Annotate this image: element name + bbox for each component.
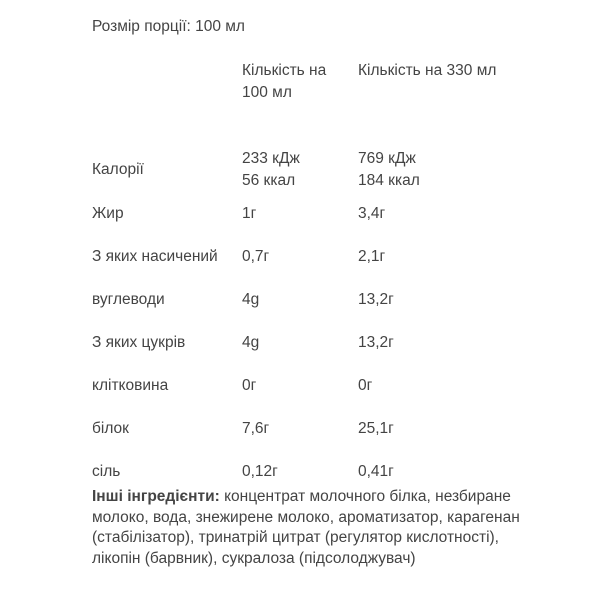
nutrition-table	[86, 58, 512, 493]
table-row-calories	[86, 148, 512, 192]
calories-per-100ml	[236, 148, 352, 192]
ingredients-heading: Інші інгредієнти:	[92, 488, 220, 505]
value-per-100ml: 4g	[242, 290, 260, 308]
table-header-row	[86, 58, 512, 148]
row-label: Жир	[92, 204, 124, 222]
value-per-330ml: 25,1г	[358, 419, 394, 437]
value-per-100ml: 4g	[242, 333, 260, 351]
value-per-330ml: 0г	[358, 376, 373, 394]
table-row	[86, 321, 512, 364]
row-label: клітковина	[92, 376, 169, 394]
header-per-330ml: Кількість на 330 мл	[358, 62, 497, 79]
row-label: сіль	[92, 462, 121, 480]
calories-per-100ml-kj: 233 кДж	[242, 150, 300, 167]
ingredients-text: концентрат молочного білка, незбиране молоко, вода, знежирене молоко, ароматизатор, карагенан (стабілізатор), тринатрій цитрат (регулятор кислотності), лікопін (барвник), сукралоза (підсолоджувач)	[92, 488, 520, 567]
serving-size: Розмір порції: 100 мл	[92, 18, 245, 35]
row-label: З яких насичений	[92, 247, 218, 265]
value-per-100ml: 0г	[242, 376, 257, 394]
value-per-330ml: 3,4г	[358, 204, 386, 222]
value-per-100ml: 0,12г	[242, 462, 278, 480]
table-row	[86, 407, 512, 450]
table-row	[86, 278, 512, 321]
table-row	[86, 364, 512, 407]
header-empty	[86, 58, 236, 148]
value-per-100ml: 0,7г	[242, 247, 270, 265]
calories-per-100ml-kcal: 56 ккал	[242, 172, 296, 189]
row-label: вуглеводи	[92, 290, 165, 308]
table-row	[86, 192, 512, 235]
row-label: білок	[92, 419, 129, 437]
value-per-330ml: 0,41г	[358, 462, 394, 480]
value-per-100ml: 7,6г	[242, 419, 270, 437]
calories-per-330ml-kj: 769 кДж	[358, 150, 416, 167]
value-per-330ml: 2,1г	[358, 247, 386, 265]
value-per-330ml: 13,2г	[358, 333, 394, 351]
row-label: З яких цукрів	[92, 333, 186, 351]
calories-per-330ml	[352, 148, 512, 192]
header-per-100ml: Кількість на 100 мл	[242, 62, 327, 101]
ingredients-paragraph	[92, 487, 532, 569]
value-per-330ml: 13,2г	[358, 290, 394, 308]
value-per-100ml: 1г	[242, 204, 257, 222]
table-row	[86, 235, 512, 278]
row-label: Калорії	[92, 161, 144, 178]
calories-per-330ml-kcal: 184 ккал	[358, 172, 420, 189]
